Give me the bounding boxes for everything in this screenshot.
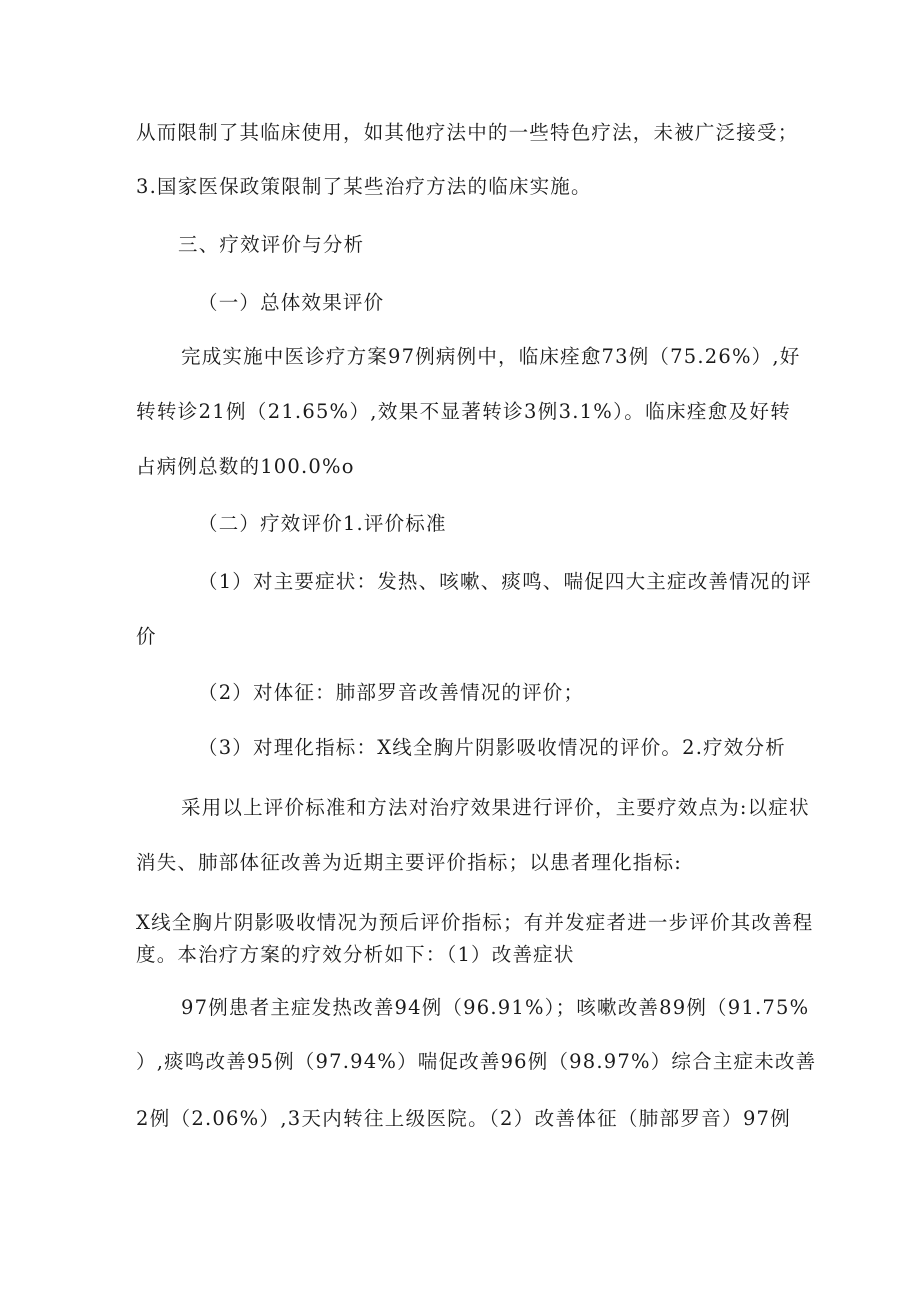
paragraph-line: 度。本治疗方案的疗效分析如下：（1）改善症状 <box>136 943 575 966</box>
paragraph-line: 从而限制了其临床使用，如其他疗法中的一些特色疗法，未被广泛接受； <box>136 121 799 144</box>
paragraph-line: 97例患者主症发热改善94例（96.91%）；咳嗽改善89例（91.75% <box>181 996 810 1019</box>
paragraph-line: 完成实施中医诊疗方案97例病例中，临床痊愈73例（75.26%）,好 <box>181 345 801 368</box>
list-item: （1）对主要症状：发热、咳嗽、痰鸣、喘促四大主症改善情况的评 <box>198 570 812 593</box>
section-heading: 三、疗效评价与分析 <box>178 233 365 256</box>
subsection-heading: （一）总体效果评价 <box>198 291 385 314</box>
paragraph-line: X线全胸片阴影吸收情况为预后评价指标；有并发症者进一步评价其改善程 <box>136 911 814 934</box>
paragraph-line: 消失、肺部体征改善为近期主要评价指标；以患者理化指标: <box>136 851 682 874</box>
paragraph-line: 转转诊21例（21.65%）,效果不显著转诊3例3.1%）。临床痊愈及好转 <box>136 400 791 423</box>
list-item: （3）对理化指标：X线全胸片阴影吸收情况的评价。2.疗效分析 <box>198 736 786 759</box>
list-item: （2）对体征：肺部罗音改善情况的评价； <box>198 681 585 704</box>
paragraph-line: 采用以上评价标准和方法对治疗效果进行评价，主要疗效点为:以症状 <box>181 796 810 819</box>
list-item-continuation: 价 <box>136 625 157 648</box>
paragraph-line: 占病例总数的100.0%o <box>136 455 355 478</box>
subsection-heading: （二）疗效评价1.评价标准 <box>198 512 447 535</box>
paragraph-line: ）,痰鸣改善95例（97.94%）喘促改善96例（98.97%）综合主症未改善 <box>136 1050 817 1073</box>
paragraph-line: 3.国家医保政策限制了某些治疗方法的临床实施。 <box>136 175 592 198</box>
paragraph-line: 2例（2.06%）,3天内转往上级医院。（2）改善体征（肺部罗音）97例 <box>136 1107 791 1130</box>
